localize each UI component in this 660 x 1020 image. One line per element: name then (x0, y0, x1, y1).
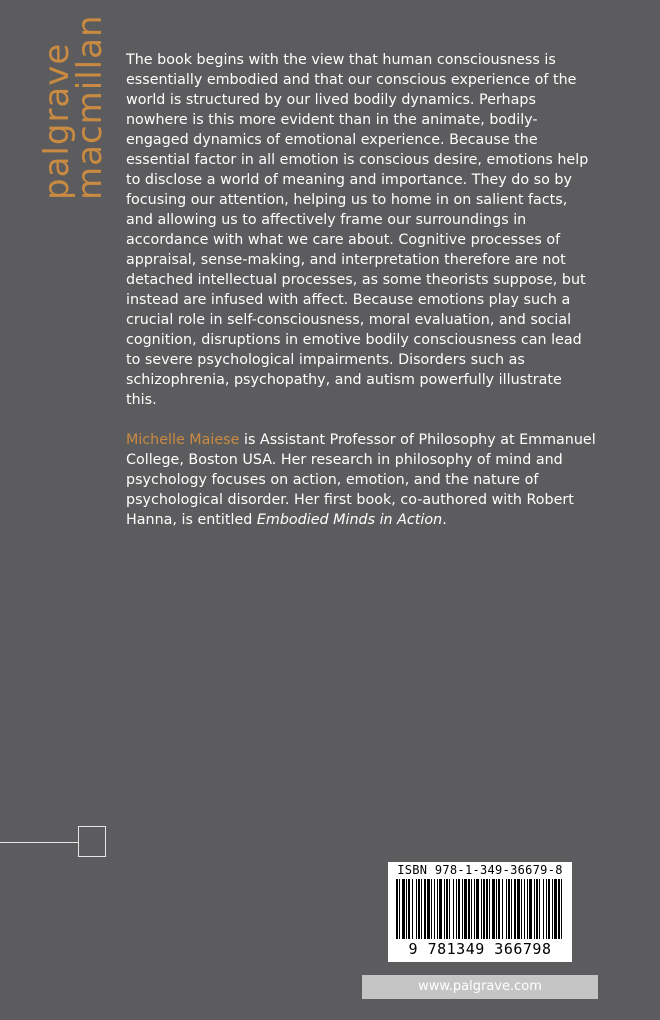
logo-line-1: palgrave (37, 42, 77, 200)
bio-text: is Assistant Professor of Philosophy at Emmanuel College, Boston USA. Her research in philosophy of mind and psychology focuses on action, emotion, and the nature of psychological disorder. Her first book, co-authored with Robert Hanna, is entitled (126, 432, 596, 528)
barcode-bars (394, 879, 566, 941)
decorative-square (78, 826, 106, 857)
bio-book-title: Embodied Minds in Action (256, 512, 443, 528)
isbn-label: ISBN 978-1-349-36679-8 (397, 863, 563, 877)
decorative-rule (0, 842, 78, 843)
website-url[interactable]: www.palgrave.com (362, 975, 598, 999)
publisher-logo (37, 14, 110, 201)
logo-line-2: macmillan (70, 14, 110, 200)
isbn-barcode (388, 862, 572, 962)
back-cover-text (126, 50, 596, 550)
book-description: The book begins with the view that human consciousness is essentially embodied and that our conscious experience of the world is structured by our lived bodily dynamics. Perhaps nowhere is this more evident than in the animate, bodily-engaged dynamics of emotional experience. Because the essential factor in all emotion is conscious desire, emotions help to disclose a world of meaning and importance. They do so by focusing our attention, helping us to home in on salient facts, and allowing us to affectively frame our surroundings in accordance with what we care about. Cognitive processes of appraisal, sense-making, and interpretation therefore are not detached intellectual processes, as some theorists suppose, but instead are infused with affect. Because emotions play such a crucial role in self-consciousness, moral evaluation, and social cognition, disruptions in emotive bodily consciousness can lead to severe psychological impairments. Disorders such as schizophrenia, psychopathy, and autism powerfully illustrate this. (126, 52, 589, 408)
author-bio (126, 430, 596, 530)
author-name: Michelle Maiese (126, 432, 240, 448)
isbn-number: 9 781349 366798 (408, 940, 552, 958)
bio-end: . (442, 512, 447, 528)
